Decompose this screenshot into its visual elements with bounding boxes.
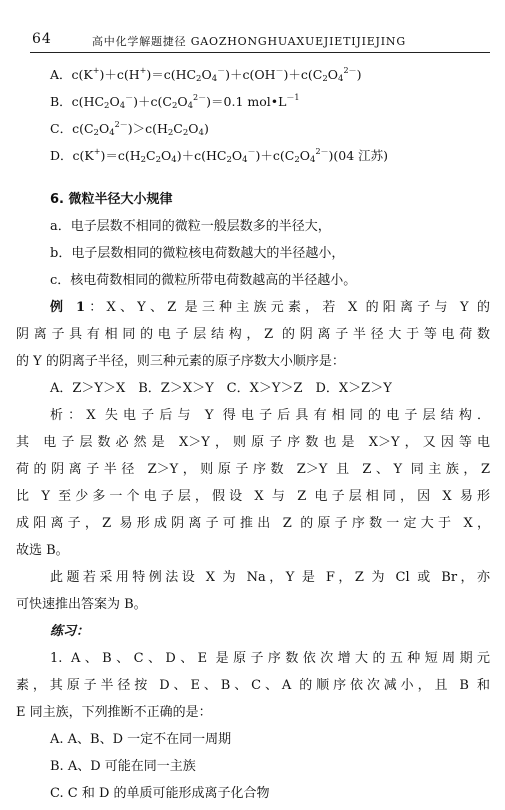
rule-c: c．核电荷数相同的微粒所带电荷数越高的半径越小。	[50, 273, 357, 288]
analysis-line-2: 其 电子层数必然是 X＞Y，则原子序数也是 X＞Y，又因等电	[16, 435, 490, 450]
practice-label: 练习：	[50, 624, 90, 639]
header-rule	[30, 52, 490, 53]
analysis-line-3: 荷的阴离子半径 Z＞Y，则原子序数 Z＞Y 且 Z、Y 同主族，Z	[16, 462, 490, 477]
page-header	[30, 31, 490, 51]
option-b: B．$c(HC_2O_4^-)+c(C_2O_4^{2-})=0.1$ $mol•L^{-1}$	[50, 93, 300, 111]
page-content	[16, 61, 490, 807]
practice-option-a: A. A、B、D 一定不在同一周期	[50, 732, 232, 747]
section-heading: 6. 微粒半径大小规律	[50, 192, 173, 207]
note-line-2: 可快速推出答案为 B。	[16, 597, 147, 612]
practice-line-2: 素，其原子半径按 D、E、B、C、A 的顺序依次减小，且 B 和	[16, 678, 490, 693]
example-lead: 例 1	[50, 300, 86, 315]
practice-line-3: E 同主族，下列推断不正确的是：	[16, 705, 212, 720]
note-line-1: 此题若采用特例法设 X 为 Na，Y 是 F，Z 为 Cl 或 Br，亦	[50, 570, 490, 585]
analysis-line-1: 析：X 失电子后与 Y 得电子后具有相同的电子层结构．	[50, 408, 490, 423]
rule-a: a．电子层数不相同的微粒一般层数多的半径大，	[50, 219, 331, 234]
analysis-line-4: 比 Y 至少多一个电子层，假设 X 与 Z 电子层相同，因 X 易形	[16, 489, 490, 504]
option-c: C．$c(C_2O_4^{2-})>c(H_2C_2O_4)$	[50, 120, 209, 138]
rule-b: b．电子层数相同的微粒核电荷数越大的半径越小，	[50, 246, 345, 261]
page-number: 64	[32, 31, 52, 47]
example-line-3: 的 Y 的阴离子半径，则三种元素的原子序数大小顺序是：	[16, 354, 345, 369]
practice-line-1: 1. A、B、C、D、E 是原子序数依次增大的五种短周期元	[50, 651, 490, 666]
practice-option-c: C. C 和 D 的单质可能形成离子化合物	[50, 786, 270, 801]
example-line-2: 阴离子具有相同的电子层结构，Z 的阴离子半径大于等电荷数	[16, 327, 490, 342]
example-choices: A．Z＞Y＞X B．Z＞X＞Y C．X＞Y＞Z D．X＞Z＞Y	[50, 381, 392, 396]
practice-option-b: B. A、D 可能在同一主族	[50, 759, 196, 774]
option-a: A．$c(K^+)+c(H^+)=c(HC_2O_4^-)+c(OH^-)+c(C_2O_4^{2-})$	[50, 66, 362, 84]
example-line-1: 例 1：X、Y、Z 是三种主族元素，若 X 的阳离子与 Y 的	[50, 300, 490, 315]
analysis-line-6: 故选 B。	[16, 543, 69, 558]
running-title: 高中化学解题捷径 GAOZHONGHUAXUEJIETIJIEJING	[92, 35, 406, 48]
spacer	[16, 169, 490, 186]
analysis-line-5: 成阳离子，Z 易形成阴离子可推出 Z 的原子序数一定大于 X，	[16, 516, 490, 531]
option-d: D．$c(K^+)=c(H_2C_2O_4)+c(HC_2O_4^-)+c(C_2O_4^{2-})(04$ 江苏)	[50, 147, 389, 165]
